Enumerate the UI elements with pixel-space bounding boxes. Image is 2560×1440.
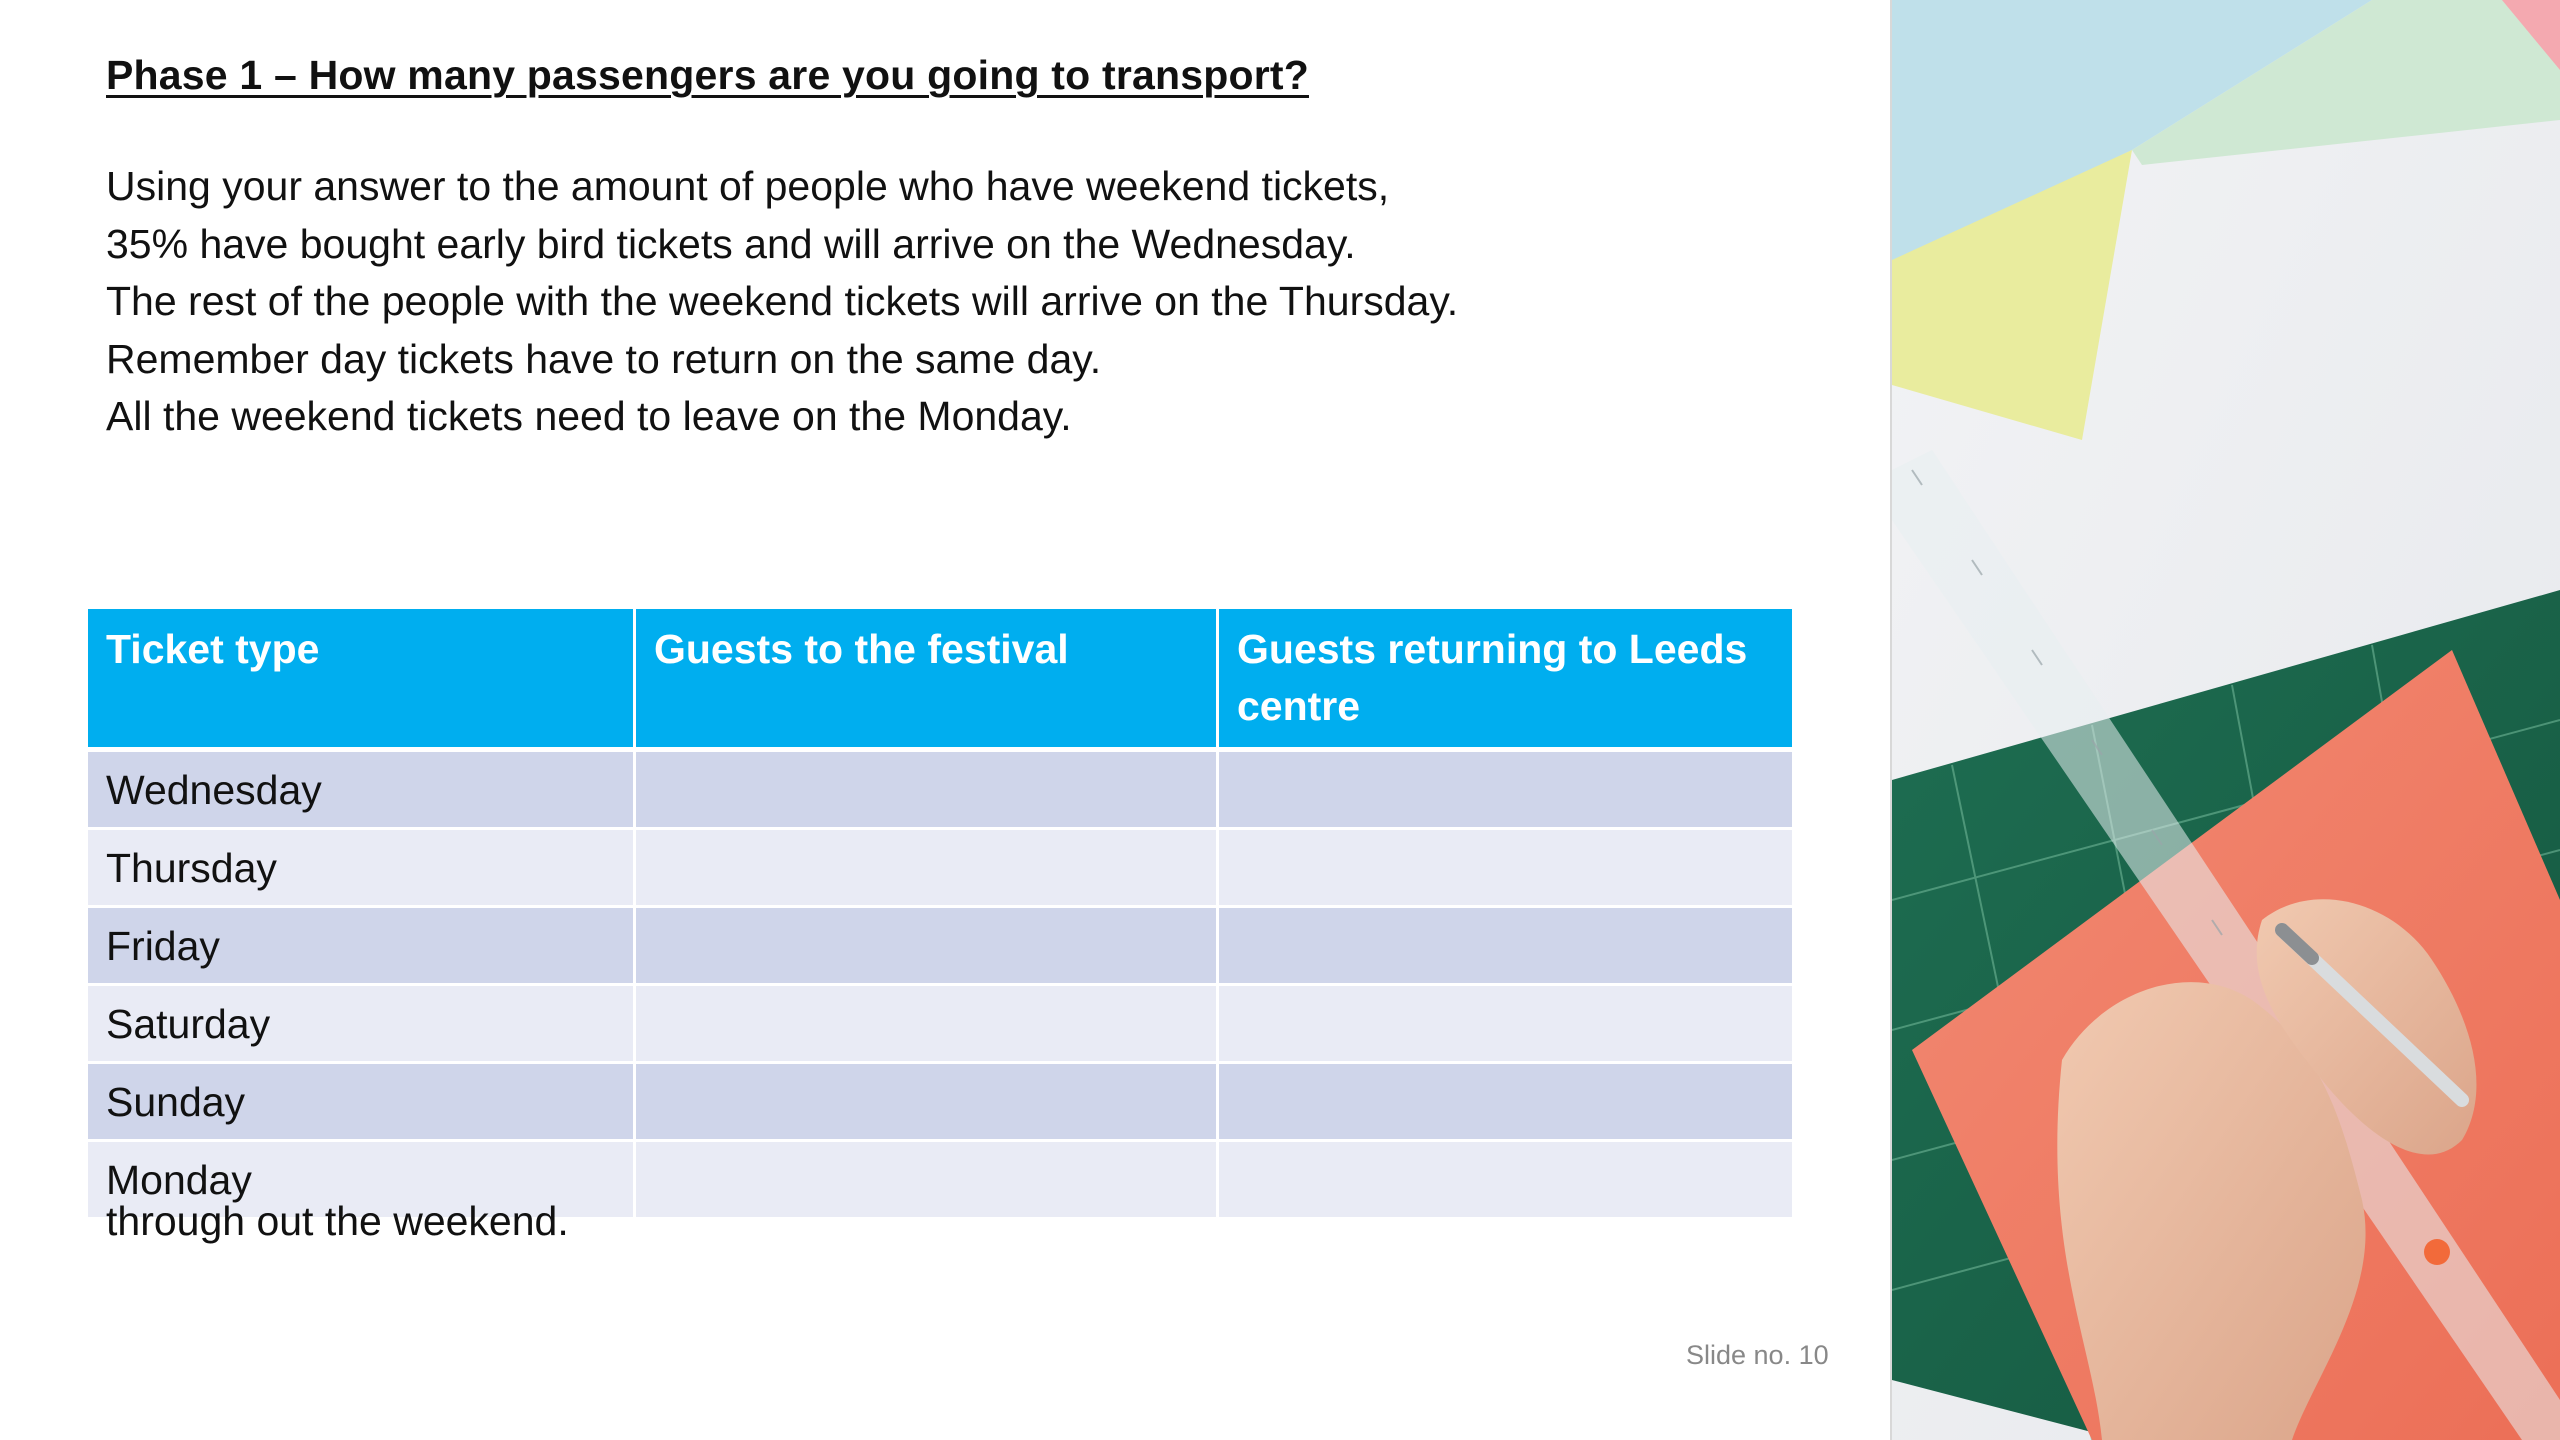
header-guests-to-festival: Guests to the festival <box>636 609 1219 752</box>
festival-cell[interactable] <box>636 1064 1219 1142</box>
photo-illustration <box>1892 0 2560 1440</box>
table-row <box>88 752 1792 830</box>
returning-cell[interactable] <box>1219 830 1792 908</box>
row-label: Thursday <box>88 830 636 908</box>
desk-craft-photo <box>1892 0 2560 1440</box>
header-guests-returning: Guests returning to Leeds centre <box>1219 609 1792 752</box>
table-header-row <box>88 609 1792 752</box>
slide-number: Slide no. 10 <box>1686 1340 1829 1370</box>
row-label: Friday <box>88 908 636 986</box>
table-row <box>88 1064 1792 1142</box>
table-row <box>88 830 1792 908</box>
row-label: Sunday <box>88 1064 636 1142</box>
header-ticket-type: Ticket type <box>88 609 636 752</box>
row-label: Saturday <box>88 986 636 1064</box>
instructions-paragraph <box>106 158 1458 446</box>
returning-cell[interactable] <box>1219 1064 1792 1142</box>
returning-cell[interactable] <box>1219 908 1792 986</box>
festival-cell[interactable] <box>636 830 1219 908</box>
returning-cell[interactable] <box>1219 752 1792 830</box>
festival-cell[interactable] <box>636 908 1219 986</box>
instruction-line: 35% have bought early bird tickets and will arrive on the Wednesday. <box>106 220 1356 267</box>
ticket-table <box>88 609 1792 1220</box>
instruction-line: Using your answer to the amount of people who have weekend tickets, <box>106 163 1390 209</box>
festival-cell[interactable] <box>636 986 1219 1064</box>
instruction-line: Remember day tickets have to return on the same day. <box>106 335 1102 382</box>
row-label: Monday <box>88 1142 636 1220</box>
table-row <box>88 908 1792 986</box>
festival-cell[interactable] <box>636 1142 1219 1220</box>
returning-cell[interactable] <box>1219 986 1792 1064</box>
slide-title: Phase 1 – How many passengers are you going to transport? <box>106 52 1309 98</box>
row-label: Wednesday <box>88 752 636 830</box>
instruction-line: All the weekend tickets need to leave on the Monday. <box>106 393 1072 439</box>
returning-cell[interactable] <box>1219 1142 1792 1220</box>
table-row <box>88 986 1792 1064</box>
overflow-text: through out the weekend. <box>106 1198 569 1244</box>
festival-cell[interactable] <box>636 752 1219 830</box>
instruction-line: The rest of the people with the weekend tickets will arrive on the Thursday. <box>106 278 1459 324</box>
